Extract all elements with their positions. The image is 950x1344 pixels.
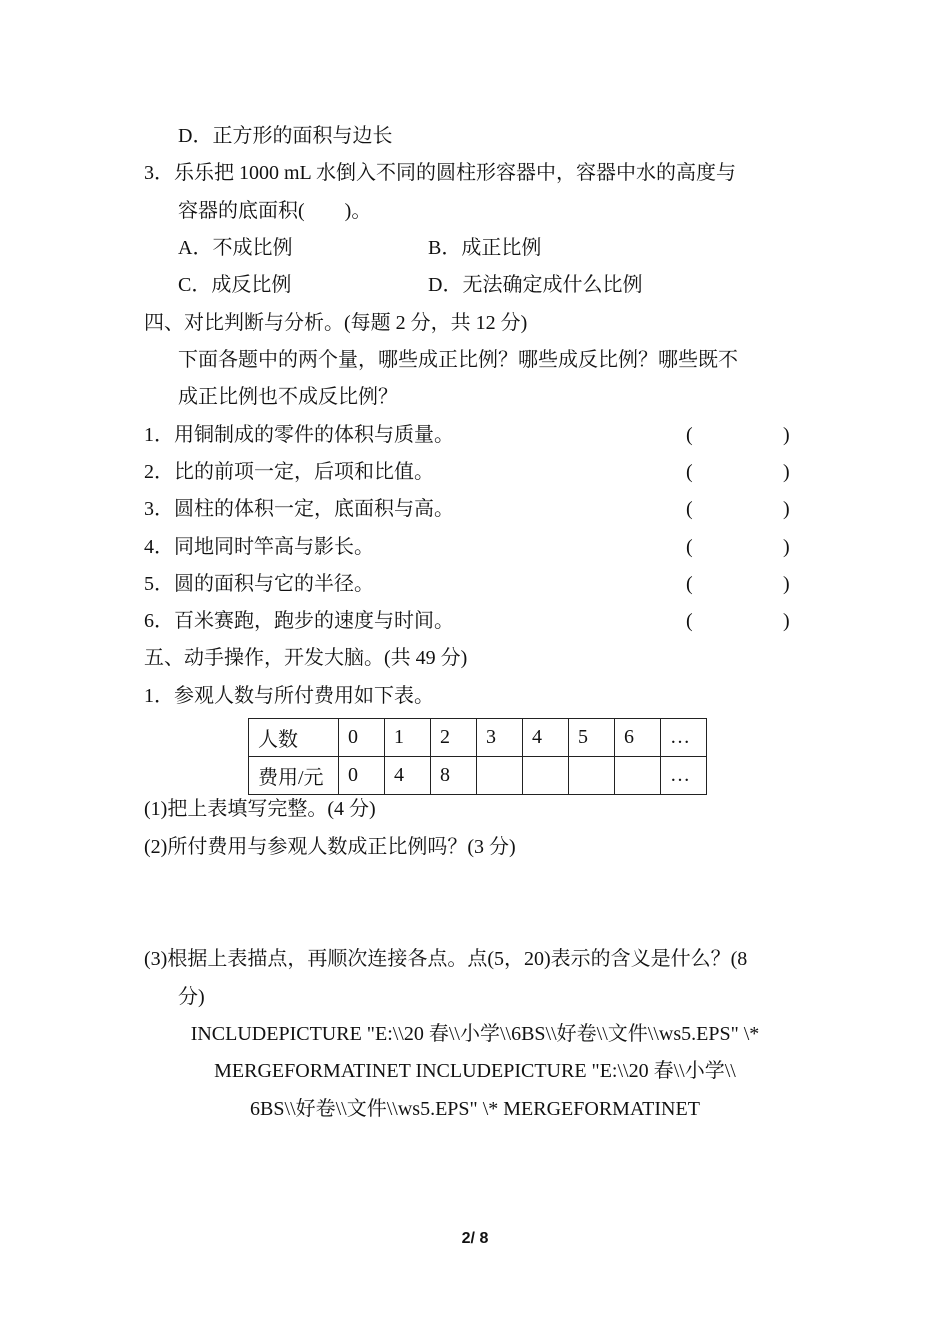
judge-item-5: 5．圆的面积与它的半径。 [144, 573, 374, 595]
table-cell-blank[interactable] [523, 757, 569, 795]
table-cell: … [661, 757, 707, 795]
table-cell-blank[interactable] [615, 757, 661, 795]
answer-paren-open: ( [686, 424, 693, 446]
table-cell: … [661, 719, 707, 757]
answer-paren-open: ( [686, 461, 693, 483]
sub-question-1: (1)把上表填写完整。(4 分) [144, 798, 376, 820]
table-cell: 0 [339, 757, 385, 795]
q2-option-d: D．正方形的面积与边长 [178, 125, 393, 147]
judge-item-4: 4．同地同时竿高与影长。 [144, 536, 374, 558]
judge-item-6: 6．百米赛跑，跑步的速度与时间。 [144, 610, 454, 632]
q3-option-d: D．无法确定成什么比例 [428, 274, 643, 296]
section5-q1: 1．参观人数与所付费用如下表。 [144, 685, 434, 707]
section4-title: 四、对比判断与分析。(每题 2 分，共 12 分) [144, 312, 528, 334]
table-cell: 5 [569, 719, 615, 757]
table-cell: 2 [431, 719, 477, 757]
table-row [249, 757, 707, 795]
table-cell: 8 [431, 757, 477, 795]
answer-paren-close: ) [783, 424, 790, 446]
answer-paren-close: ) [783, 498, 790, 520]
page-number: 2/ 8 [461, 1230, 489, 1247]
q3-option-c: C．成反比例 [178, 274, 292, 296]
fee-table [248, 718, 707, 795]
table-cell: 6 [615, 719, 661, 757]
answer-paren-close: ) [783, 610, 790, 632]
sub-question-3-line1: (3)根据上表描点，再顺次连接各点。点(5，20)表示的含义是什么？(8 [144, 948, 748, 970]
answer-paren-open: ( [686, 498, 693, 520]
table-row [249, 719, 707, 757]
table-cell: 1 [385, 719, 431, 757]
table-cell: 人数 [249, 719, 339, 757]
table-cell-blank[interactable] [569, 757, 615, 795]
answer-paren-close: ) [783, 536, 790, 558]
q3-stem-line1: 3．乐乐把 1000 mL 水倒入不同的圆柱形容器中，容器中水的高度与 [144, 162, 737, 184]
table-cell-blank[interactable] [477, 757, 523, 795]
section4-intro-line1: 下面各题中的两个量，哪些成正比例？哪些成反比例？哪些既不 [178, 349, 738, 371]
answer-paren-open: ( [686, 610, 693, 632]
section5-title: 五、动手操作，开发大脑。(共 49 分) [144, 647, 468, 669]
q3-option-b: B．成正比例 [428, 237, 542, 259]
sub-question-2: (2)所付费用与参观人数成正比例吗？(3 分) [144, 836, 516, 858]
answer-paren-open: ( [686, 573, 693, 595]
field-code-line1: INCLUDEPICTURE "E:\\20 春\\小学\\6BS\\好卷\\文件\\ws5.EPS" \* [190, 1023, 760, 1045]
sub-question-3-line2: 分) [178, 986, 205, 1008]
table-cell: 4 [523, 719, 569, 757]
field-code-line2: MERGEFORMATINET INCLUDEPICTURE "E:\\20 春\\小学\\ [214, 1060, 736, 1082]
judge-item-2: 2．比的前项一定，后项和比值。 [144, 461, 434, 483]
table-cell: 0 [339, 719, 385, 757]
table-cell: 4 [385, 757, 431, 795]
table-cell: 3 [477, 719, 523, 757]
answer-paren-close: ) [783, 461, 790, 483]
table-cell: 费用/元 [249, 757, 339, 795]
q3-option-a: A．不成比例 [178, 237, 293, 259]
field-code-line3: 6BS\\好卷\\文件\\ws5.EPS" \* MERGEFORMATINET [250, 1098, 700, 1120]
answer-paren-open: ( [686, 536, 693, 558]
judge-item-1: 1．用铜制成的零件的体积与质量。 [144, 424, 454, 446]
judge-item-3: 3．圆柱的体积一定，底面积与高。 [144, 498, 454, 520]
q3-stem-line2: 容器的底面积( )。 [178, 200, 372, 222]
answer-paren-close: ) [783, 573, 790, 595]
section4-intro-line2: 成正比例也不成反比例？ [178, 386, 398, 408]
